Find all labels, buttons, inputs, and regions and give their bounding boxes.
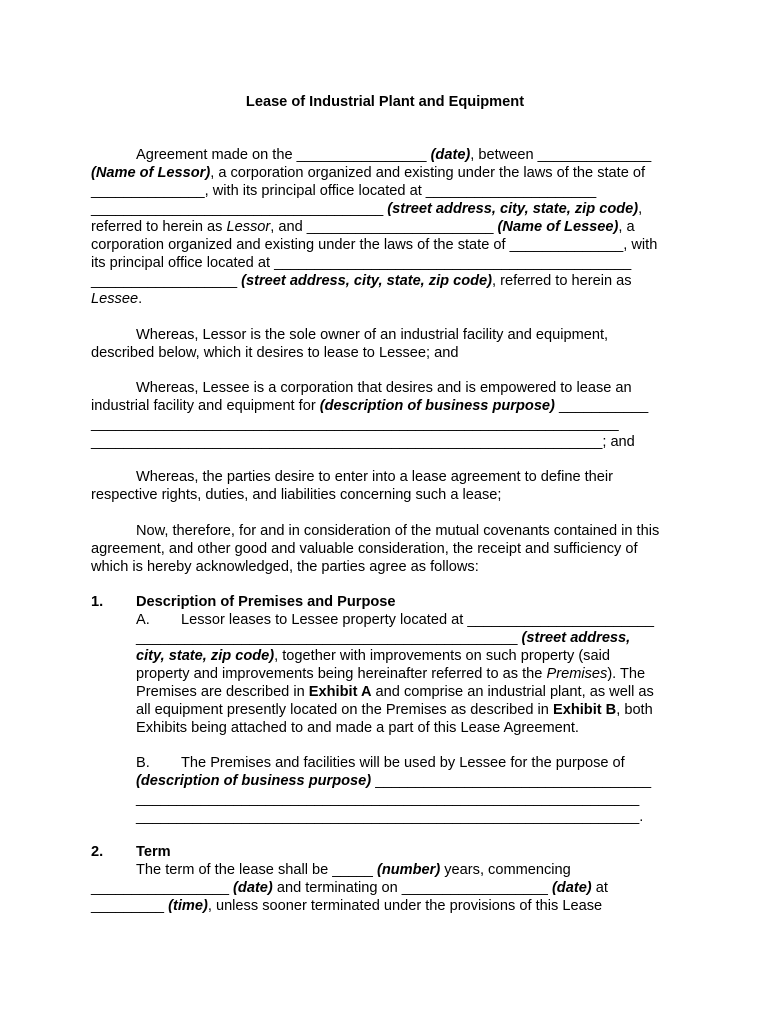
section-1a-label: A. [136, 612, 150, 628]
section-1b-line-3: ______________________________________________________________ [136, 791, 640, 807]
now-therefore-line-2: agreement, and other good and valuable consideration, the receipt and sufficiency of [91, 541, 638, 557]
intro-line-6: corporation organized and existing under the laws of the state of ______________, with [91, 237, 658, 253]
whereas-2-line-1: Whereas, Lessee is a corporation that desires and is empowered to lease an [136, 380, 632, 396]
section-2-heading: Term [136, 844, 171, 860]
intro-text: , [638, 201, 643, 217]
section-1b-line-1: The Premises and facilities will be used by Lessee for the purpose of [181, 755, 625, 771]
lessor-name-label: (Name of Lessor) [91, 165, 211, 181]
section-1-heading: Description of Premises and Purpose [136, 594, 396, 610]
section-1a-line-6 [136, 702, 653, 720]
section-1b-line-4: ______________________________________________________________. [136, 809, 644, 825]
now-therefore-line-1: Now, therefore, for and in consideration of the mutual covenants contained in this [136, 523, 660, 539]
section-1a-line-1: Lessor leases to Lessee property located at _______________________ [181, 612, 655, 628]
document-title: Lease of Industrial Plant and Equipment [245, 94, 525, 110]
intro-line-9 [91, 291, 142, 309]
section-1a-line-7: Exhibits being attached to and made a part of this Lease Agreement. [136, 720, 579, 736]
intro-line-5 [91, 219, 635, 237]
section-text: property and improvements being hereinafter referred to as the [136, 666, 547, 682]
intro-text: . [138, 291, 143, 307]
section-text: and comprise an industrial plant, as well as [371, 684, 654, 700]
section-text: , unless sooner terminated under the provisions of this Lease [207, 898, 603, 914]
lessee-name-label: (Name of Lessee) [497, 219, 619, 235]
section-1a-line-3 [136, 648, 610, 666]
section-text: all equipment presently located on the Premises as described in [136, 702, 553, 718]
section-text: _________ [91, 898, 169, 914]
section-2-line-2 [91, 880, 608, 898]
section-1a-line-2 [136, 630, 630, 648]
whereas-1-line-1: Whereas, Lessor is the sole owner of an industrial facility and equipment, [136, 327, 609, 343]
whereas-2-line-2 [91, 398, 648, 416]
whereas-text: ___________ [554, 398, 649, 414]
number-field-label: (number) [376, 862, 441, 878]
intro-line-8 [91, 273, 632, 291]
time-field-label: (time) [168, 898, 208, 914]
section-1b-label: B. [136, 755, 150, 771]
section-text: The term of the lease shall be _____ [136, 862, 377, 878]
intro-line-7: its principal office located at ____________________________________________ [91, 255, 632, 271]
intro-text: __________________ [91, 273, 242, 289]
section-1b-line-2 [136, 773, 651, 791]
intro-text: , between ______________ [470, 147, 652, 163]
section-text: _______________________________________________ [136, 630, 522, 646]
exhibit-a-ref: Exhibit A [308, 684, 372, 700]
lessor-term: Lessor [226, 219, 271, 235]
section-2-line-3 [91, 898, 602, 916]
section-text: __________________________________ [371, 773, 652, 789]
address-field-label: (street address, city, state, zip code) [387, 201, 639, 217]
business-purpose-label: (description of business purpose) [319, 398, 555, 414]
whereas-3-line-2: respective rights, duties, and liabilities concerning such a lease; [91, 487, 502, 503]
section-text: and terminating on __________________ [272, 880, 552, 896]
intro-text: Agreement made on the ________________ [136, 147, 431, 163]
intro-line-4 [91, 201, 642, 219]
section-text: _________________ [91, 880, 234, 896]
section-2-number: 2. [91, 844, 104, 860]
intro-text: , a corporation organized and existing under the laws of the state of [210, 165, 646, 181]
intro-text: referred to herein as [91, 219, 227, 235]
business-purpose-label: (description of business purpose) [136, 773, 372, 789]
date-field-label: (date) [551, 880, 592, 896]
section-text: at [591, 880, 608, 896]
premises-term: Premises [546, 666, 608, 682]
section-1-number: 1. [91, 594, 104, 610]
intro-line-2 [91, 165, 645, 183]
address-field-label: (street address, [521, 630, 631, 646]
intro-text: , and _______________________ [270, 219, 498, 235]
intro-text: ____________________________________ [91, 201, 388, 217]
section-1a-line-4 [136, 666, 645, 684]
section-text: , both [616, 702, 653, 718]
whereas-2-line-4: _______________________________________________________________; and [91, 434, 635, 450]
whereas-1-line-2: described below, which it desires to lease to Lessee; and [91, 345, 459, 361]
section-text: Premises are described in [136, 684, 309, 700]
section-text: ). The [607, 666, 646, 682]
section-2-line-1 [136, 862, 571, 880]
intro-text: , referred to herein as [492, 273, 632, 289]
address-field-label: city, state, zip code) [136, 648, 275, 664]
date-field-label: (date) [233, 880, 273, 896]
whereas-2-line-3: _________________________________________________________________ [91, 416, 619, 432]
intro-line-1 [136, 147, 651, 165]
lessee-term: Lessee [91, 291, 139, 307]
address-field-label: (street address, city, state, zip code) [241, 273, 493, 289]
date-field-label: (date) [430, 147, 471, 163]
section-1a-line-5 [136, 684, 654, 702]
intro-text: , a [618, 219, 635, 235]
now-therefore-line-3: which is hereby acknowledged, the parties agree as follows: [91, 559, 479, 575]
whereas-3-line-1: Whereas, the parties desire to enter into a lease agreement to define their [136, 469, 614, 485]
section-text: years, commencing [440, 862, 571, 878]
section-text: , together with improvements on such property (said [274, 648, 610, 664]
whereas-text: industrial facility and equipment for [91, 398, 320, 414]
intro-line-3: ______________, with its principal office located at _____________________ [91, 183, 597, 199]
exhibit-b-ref: Exhibit B [552, 702, 617, 718]
